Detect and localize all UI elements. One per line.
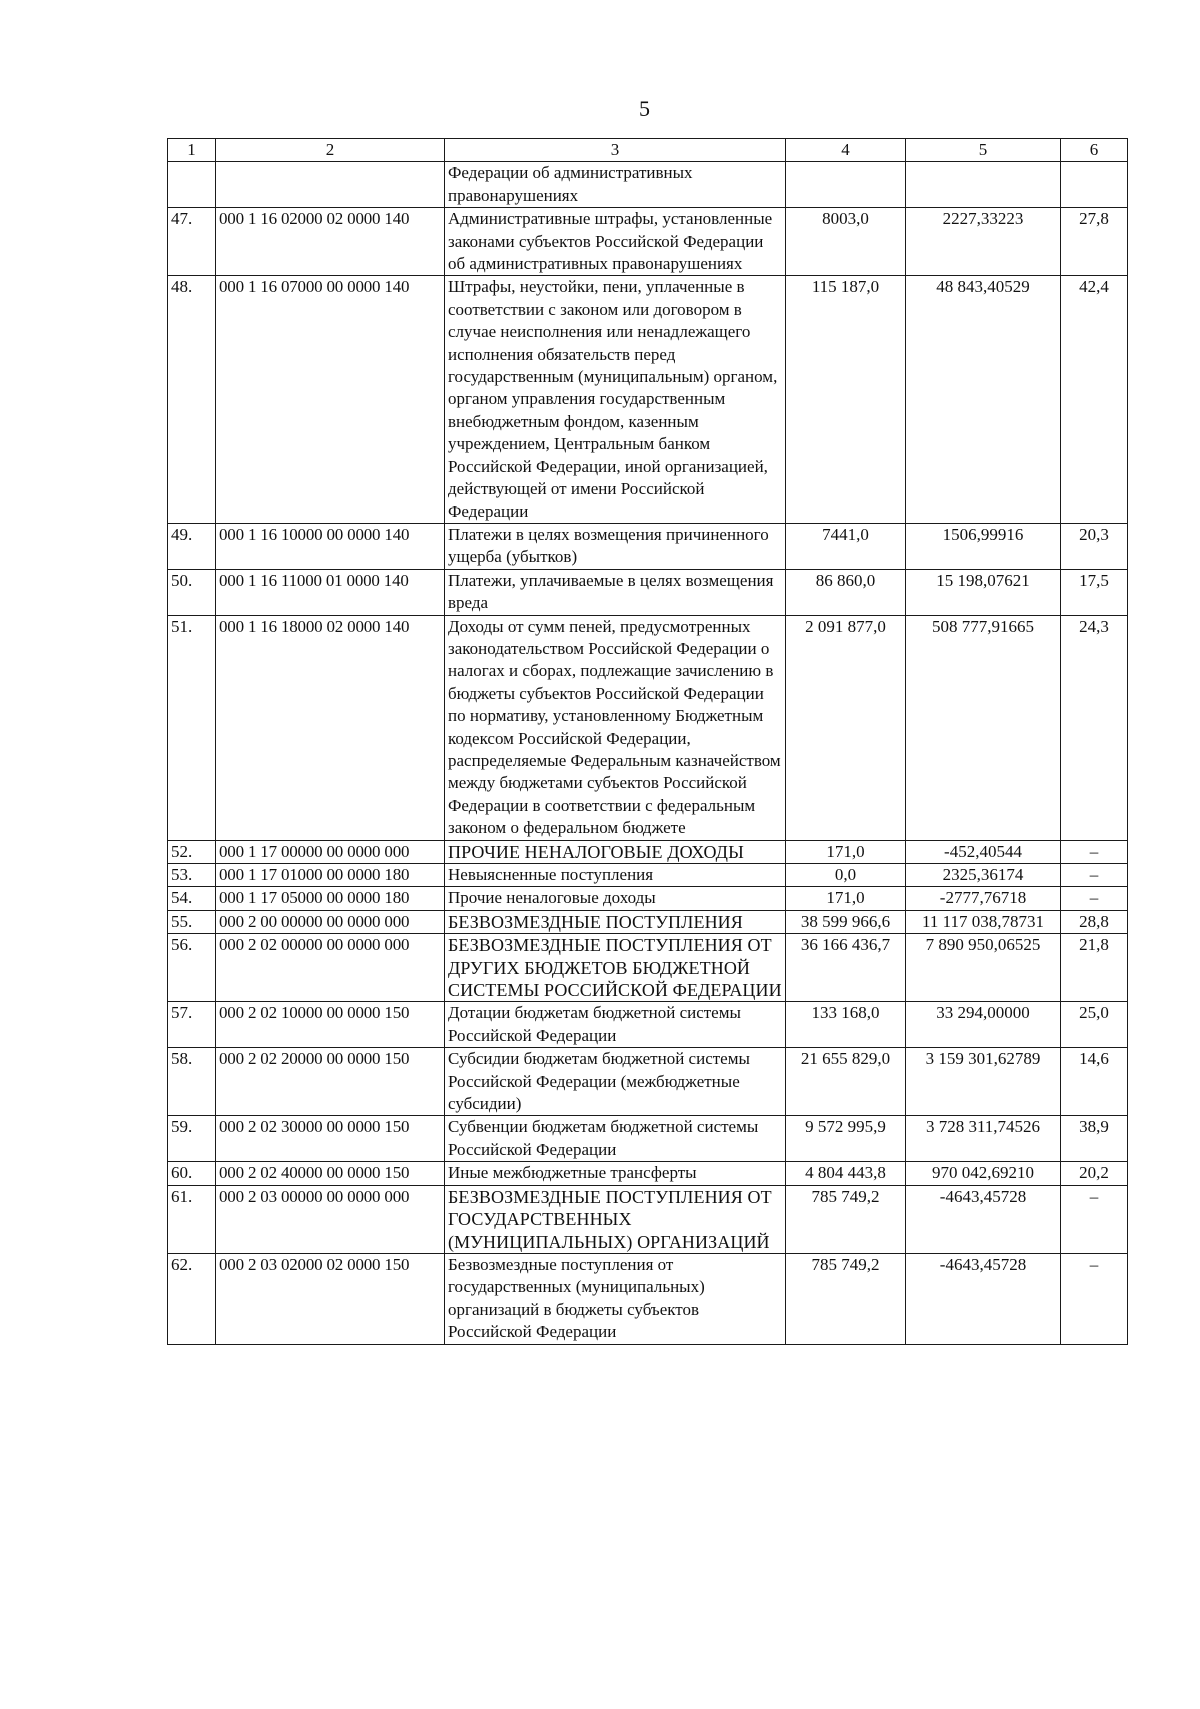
header-row [168,139,1128,162]
table-row [168,934,1128,1002]
cell-percent [1061,162,1128,208]
cell-code: 000 2 02 10000 00 0000 150 [216,1002,445,1048]
cell-code: 000 1 16 18000 02 0000 140 [216,615,445,840]
cell-num: 53. [168,864,216,887]
cell-percent: – [1061,1253,1128,1344]
cell-num: 57. [168,1002,216,1048]
cell-code: 000 1 16 07000 00 0000 140 [216,276,445,523]
cell-fact: 1506,99916 [906,523,1061,569]
table-row [168,276,1128,523]
cell-fact: -452,40544 [906,840,1061,863]
cell-fact: 11 117 038,78731 [906,910,1061,933]
cell-name: Доходы от сумм пеней, предусмотренных законодательством Российской Федерации о налогах и сборах, подлежащие зачислению в бюджеты субъектов Российской Федерации по нормативу, установленному Бюджетным кодексом Российской Федерации, распределяемые Федеральным казначейством между бюджетами субъектов Российской Федерации в соответствии с федеральным законом о федеральном бюджете [445,615,786,840]
cell-num: 47. [168,208,216,276]
cell-num [168,162,216,208]
cell-name: ПРОЧИЕ НЕНАЛОГОВЫЕ ДОХОДЫ [445,840,786,863]
cell-name: Федерации об административных правонарушениях [445,162,786,208]
column-header-4: 4 [786,139,906,162]
cell-fact [906,162,1061,208]
cell-percent: 17,5 [1061,569,1128,615]
cell-code: 000 1 17 00000 00 0000 000 [216,840,445,863]
cell-num: 49. [168,523,216,569]
cell-plan: 4 804 443,8 [786,1162,906,1185]
cell-name: Субсидии бюджетам бюджетной системы Российской Федерации (межбюджетные субсидии) [445,1048,786,1116]
cell-num: 50. [168,569,216,615]
cell-plan: 2 091 877,0 [786,615,906,840]
cell-name: Невыясненные поступления [445,864,786,887]
cell-fact: -2777,76718 [906,887,1061,910]
cell-name: Штрафы, неустойки, пени, уплаченные в соответствии с законом или договором в случае неисполнения или ненадлежащего исполнения обязательств перед государственным (муниципальным) органом, органом управления государственным внебюджетным фондом, казенным учреждением, Центральным банком Российской Федерации, иной организацией, действующей от имени Российской Федерации [445,276,786,523]
cell-plan: 785 749,2 [786,1253,906,1344]
cell-num: 48. [168,276,216,523]
table-row [168,1002,1128,1048]
cell-percent: 20,2 [1061,1162,1128,1185]
cell-name: БЕЗВОЗМЕЗДНЫЕ ПОСТУПЛЕНИЯ ОТ ДРУГИХ БЮДЖЕТОВ БЮДЖЕТНОЙ СИСТЕМЫ РОССИЙСКОЙ ФЕДЕРАЦИИ [445,934,786,1002]
table-row [168,208,1128,276]
cell-fact: 2227,33223 [906,208,1061,276]
table-row [168,1162,1128,1185]
table-row [168,569,1128,615]
cell-plan: 7441,0 [786,523,906,569]
cell-code: 000 2 03 02000 02 0000 150 [216,1253,445,1344]
cell-name: Безвозмездные поступления от государственных (муниципальных) организаций в бюджеты субъектов Российской Федерации [445,1253,786,1344]
cell-num: 54. [168,887,216,910]
cell-plan: 785 749,2 [786,1185,906,1253]
cell-code: 000 2 02 30000 00 0000 150 [216,1116,445,1162]
cell-percent: 24,3 [1061,615,1128,840]
cell-name: Платежи в целях возмещения причиненного ущерба (убытков) [445,523,786,569]
cell-fact: 48 843,40529 [906,276,1061,523]
cell-name: БЕЗВОЗМЕЗДНЫЕ ПОСТУПЛЕНИЯ [445,910,786,933]
cell-code [216,162,445,208]
cell-percent: 20,3 [1061,523,1128,569]
table-row [168,1185,1128,1253]
cell-code: 000 1 17 05000 00 0000 180 [216,887,445,910]
table-body [168,162,1128,1344]
cell-num: 60. [168,1162,216,1185]
cell-name: Субвенции бюджетам бюджетной системы Российской Федерации [445,1116,786,1162]
cell-fact: 3 159 301,62789 [906,1048,1061,1116]
cell-name: БЕЗВОЗМЕЗДНЫЕ ПОСТУПЛЕНИЯ ОТ ГОСУДАРСТВЕННЫХ (МУНИЦИПАЛЬНЫХ) ОРГАНИЗАЦИЙ [445,1185,786,1253]
cell-num: 51. [168,615,216,840]
cell-fact: 508 777,91665 [906,615,1061,840]
continuation-row [168,162,1128,208]
column-header-1: 1 [168,139,216,162]
cell-percent: 14,6 [1061,1048,1128,1116]
cell-percent: – [1061,887,1128,910]
cell-name: Прочие неналоговые доходы [445,887,786,910]
cell-num: 62. [168,1253,216,1344]
cell-code: 000 2 02 20000 00 0000 150 [216,1048,445,1116]
cell-plan: 9 572 995,9 [786,1116,906,1162]
column-header-2: 2 [216,139,445,162]
cell-fact: 970 042,69210 [906,1162,1061,1185]
table-row [168,1048,1128,1116]
cell-fact: 15 198,07621 [906,569,1061,615]
cell-name: Иные межбюджетные трансферты [445,1162,786,1185]
cell-name: Дотации бюджетам бюджетной системы Российской Федерации [445,1002,786,1048]
cell-fact: 3 728 311,74526 [906,1116,1061,1162]
cell-num: 55. [168,910,216,933]
table-row [168,615,1128,840]
cell-percent: 21,8 [1061,934,1128,1002]
cell-code: 000 1 17 01000 00 0000 180 [216,864,445,887]
cell-num: 56. [168,934,216,1002]
cell-fact: -4643,45728 [906,1253,1061,1344]
cell-percent: 38,9 [1061,1116,1128,1162]
cell-plan [786,162,906,208]
table-row [168,864,1128,887]
cell-code: 000 1 16 02000 02 0000 140 [216,208,445,276]
cell-plan: 133 168,0 [786,1002,906,1048]
table-row [168,1116,1128,1162]
cell-plan: 8003,0 [786,208,906,276]
cell-percent: – [1061,840,1128,863]
cell-plan: 86 860,0 [786,569,906,615]
cell-percent: 28,8 [1061,910,1128,933]
cell-plan: 38 599 966,6 [786,910,906,933]
cell-plan: 0,0 [786,864,906,887]
cell-name: Платежи, уплачиваемые в целях возмещения вреда [445,569,786,615]
cell-num: 58. [168,1048,216,1116]
cell-fact: 33 294,00000 [906,1002,1061,1048]
cell-fact: -4643,45728 [906,1185,1061,1253]
cell-code: 000 2 02 00000 00 0000 000 [216,934,445,1002]
cell-code: 000 2 00 00000 00 0000 000 [216,910,445,933]
cell-num: 61. [168,1185,216,1253]
cell-code: 000 1 16 11000 01 0000 140 [216,569,445,615]
table-row [168,523,1128,569]
cell-fact: 7 890 950,06525 [906,934,1061,1002]
column-header-6: 6 [1061,139,1128,162]
cell-plan: 115 187,0 [786,276,906,523]
cell-name: Административные штрафы, установленные законами субъектов Российской Федерации об административных правонарушениях [445,208,786,276]
column-header-3: 3 [445,139,786,162]
table-row [168,910,1128,933]
cell-plan: 171,0 [786,887,906,910]
cell-percent: 42,4 [1061,276,1128,523]
cell-code: 000 1 16 10000 00 0000 140 [216,523,445,569]
table-row [168,887,1128,910]
cell-fact: 2325,36174 [906,864,1061,887]
column-header-5: 5 [906,139,1061,162]
cell-code: 000 2 02 40000 00 0000 150 [216,1162,445,1185]
cell-num: 59. [168,1116,216,1162]
cell-plan: 36 166 436,7 [786,934,906,1002]
cell-percent: – [1061,864,1128,887]
cell-percent: – [1061,1185,1128,1253]
cell-percent: 25,0 [1061,1002,1128,1048]
cell-percent: 27,8 [1061,208,1128,276]
cell-plan: 21 655 829,0 [786,1048,906,1116]
cell-num: 52. [168,840,216,863]
cell-code: 000 2 03 00000 00 0000 000 [216,1185,445,1253]
page-number: 5 [639,96,650,121]
table-row [168,840,1128,863]
cell-plan: 171,0 [786,840,906,863]
table-row [168,1253,1128,1344]
revenue-table [167,138,1128,1345]
